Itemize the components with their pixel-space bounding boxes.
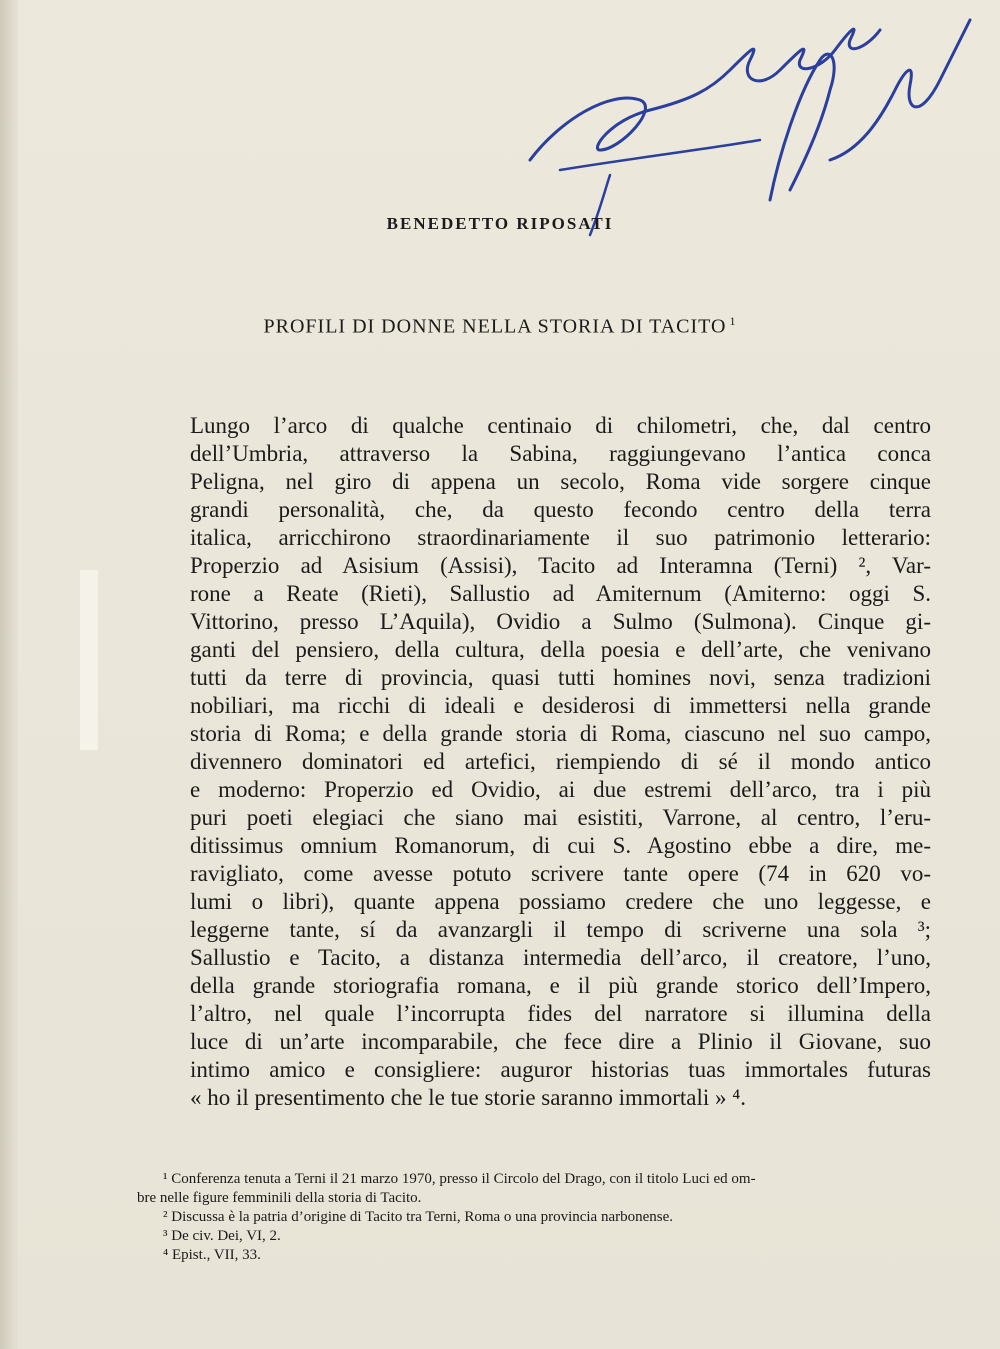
body-line: italica, arricchirono straordinariamente il suo patrimonio letterario:: [190, 525, 931, 550]
body-line: luce di un’arte incomparabile, che fece dire a Plinio il Giovane, suo: [190, 1029, 931, 1054]
body-line: « ho il presentimento che le tue storie saranno immortali » ⁴.: [190, 1085, 747, 1110]
body-line: ditissimus omnium Romanorum, di cui S. Agostino ebbe a dire, me-: [190, 833, 931, 858]
author-name: BENEDETTO RIPOSATI: [386, 214, 614, 233]
title-text: PROFILI DI DONNE NELLA STORIA DI TACITO: [263, 315, 727, 338]
body-line: Vittorino, presso L’Aquila), Ovidio a Sulmo (Sulmona). Cinque gi-: [190, 609, 931, 634]
body-line: Lungo l’arco di qualche centinaio di chilometri, che, dal centro: [190, 413, 931, 438]
body-line: ravigliato, come avesse potuto scrivere tante opere (74 in 620 vo-: [190, 861, 931, 886]
paper-stain: [80, 570, 98, 750]
footnote-2: ² Discussa è la patria d’origine di Tacito tra Terni, Roma o una provincia narbonense.: [163, 1209, 674, 1225]
footnote-1-cont: bre nelle figure femminili della storia di Tacito.: [137, 1190, 422, 1206]
body-line: leggerne tante, sí da avanzargli il tempo di scriverne una sola ³;: [190, 917, 931, 942]
body-line: puri poeti elegiaci che siano mai esistiti, Varrone, al centro, l’eru-: [190, 805, 931, 830]
footnotes: [137, 1170, 931, 1265]
body-line: Peligna, nel giro di appena un secolo, Roma vide sorgere cinque: [190, 469, 931, 494]
body-line: Sallustio e Tacito, a distanza intermedia dell’arco, il creatore, l’uno,: [190, 945, 931, 970]
paper-edge: [0, 0, 18, 1349]
body-line: lumi o libri), quante appena possiamo credere che uno leggesse, e: [190, 889, 931, 914]
body-line: grandi personalità, che, da questo fecondo centro della terra: [190, 497, 931, 522]
body-line: intimo amico e consigliere: auguror historias tuas immortales futuras: [190, 1057, 931, 1082]
footnote-1: ¹ Conferenza tenuta a Terni il 21 marzo 1970, presso il Circolo del Drago, con il titolo Luci ed om-: [163, 1171, 756, 1187]
body-line: ganti del pensiero, della cultura, della poesia e dell’arte, che venivano: [190, 637, 931, 662]
body-line: della grande storiografia romana, e il più grande storico dell’Impero,: [190, 973, 931, 998]
body-line: nobiliari, ma ricchi di ideali e desiderosi di immettersi nella grande: [190, 693, 931, 718]
body-line: tutti da terre di provincia, quasi tutti homines novi, senza tradizioni: [190, 665, 931, 690]
body-line: rone a Reate (Rieti), Sallustio ad Amiternum (Amiterno: oggi S.: [190, 581, 931, 606]
body-line: l’altro, nel quale l’incorrupta fides del narratore si illumina della: [190, 1001, 931, 1026]
footnote-3: ³ De civ. Dei, VI, 2.: [163, 1228, 281, 1244]
body-line: Properzio ad Asisium (Assisi), Tacito ad Interamna (Terni) ², Var-: [190, 553, 931, 578]
body-line: dell’Umbria, attraverso la Sabina, raggiungevano l’antica conca: [190, 441, 931, 466]
body-line: storia di Roma; e della grande storia di Roma, ciascuno nel suo campo,: [190, 721, 931, 746]
handwritten-signature: [500, 0, 980, 240]
title-footnote-ref: 1: [729, 314, 737, 328]
body-line: divennero dominatori ed artefici, riempiendo di sé il mondo antico: [190, 749, 931, 774]
body-text: [137, 412, 931, 1112]
body-line: e moderno: Properzio ed Ovidio, ai due estremi dell’arco, tra i più: [190, 777, 931, 802]
paragraph: [137, 412, 931, 1112]
footnote-4: ⁴ Epist., VII, 33.: [163, 1247, 261, 1263]
article-title: [0, 314, 1000, 339]
